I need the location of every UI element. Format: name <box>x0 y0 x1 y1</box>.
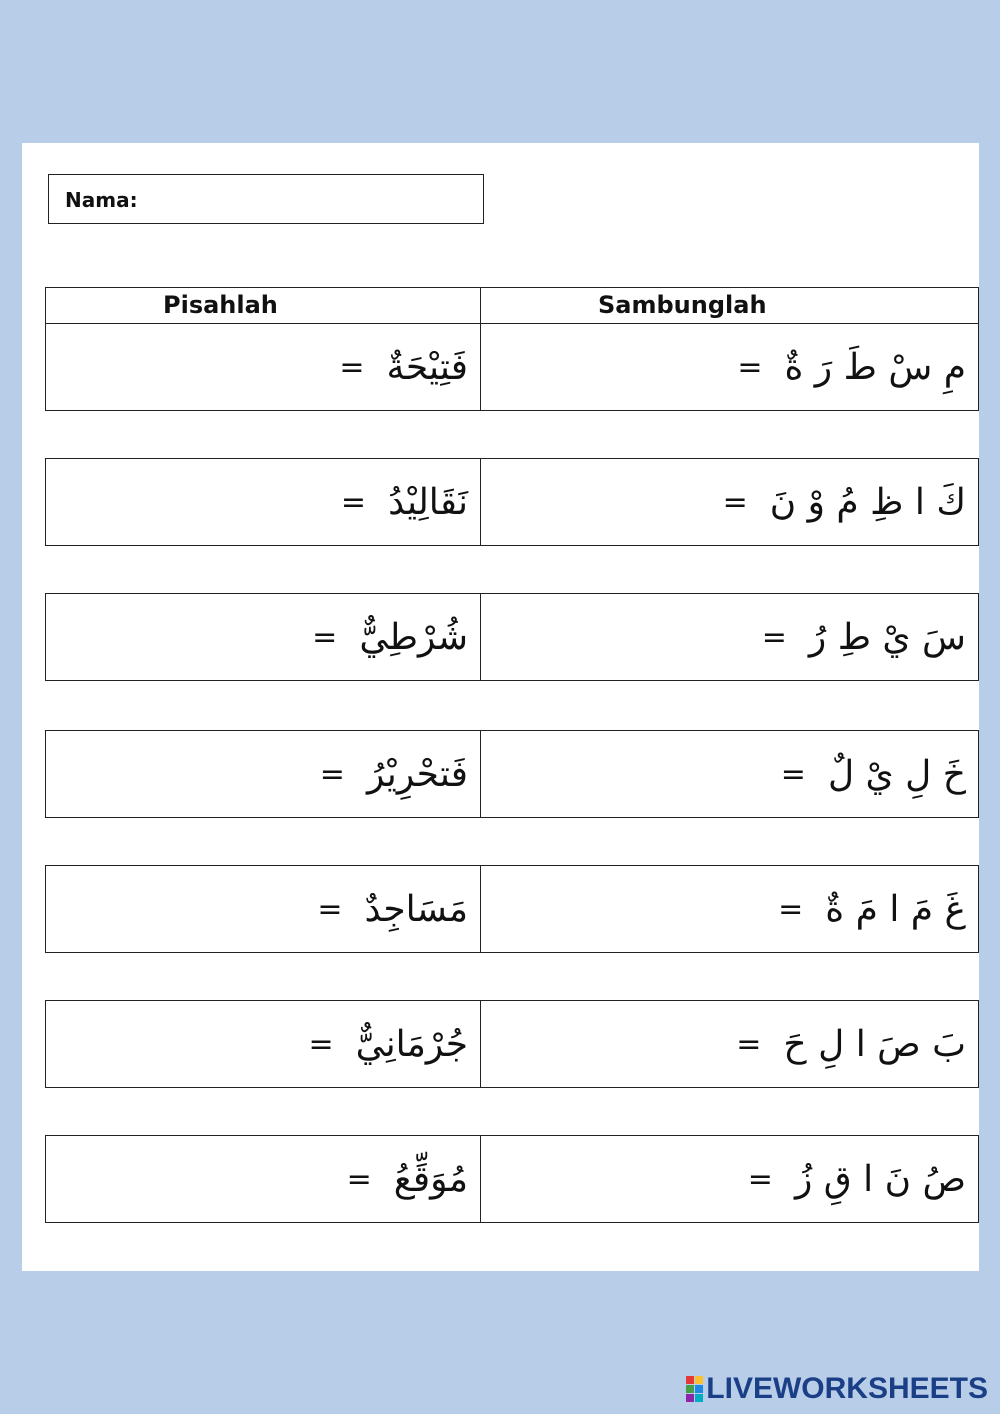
letters-to-join: كَ ا ظِ مُ وْ نَ <box>769 481 966 523</box>
worksheet-page <box>22 143 979 1271</box>
word-to-separate: شُرْطِيٌّ <box>359 616 468 658</box>
letters-to-join: خَ لِ يْ لٌ <box>827 753 966 795</box>
word-to-separate: فَتحْرِيْرُ <box>366 753 468 795</box>
header-pisahlah: Pisahlah <box>46 288 481 323</box>
letters-to-join: مِ سْ طَ رَ ةٌ <box>784 346 966 388</box>
answer-cell-join[interactable] <box>481 866 978 952</box>
table-row <box>45 730 979 818</box>
answer-cell-join[interactable] <box>481 459 978 545</box>
equals-sign: = <box>340 484 367 520</box>
answer-cell-separate[interactable] <box>46 594 481 680</box>
answer-cell-separate[interactable] <box>46 1001 481 1087</box>
table-row <box>45 865 979 953</box>
equals-sign: = <box>780 756 806 792</box>
answer-cell-join[interactable] <box>481 594 978 680</box>
equals-sign: = <box>747 1161 773 1197</box>
table-row <box>45 458 979 546</box>
answer-cell-join[interactable] <box>481 1136 978 1222</box>
table-row <box>45 323 979 411</box>
table-header <box>45 287 979 324</box>
equals-sign: = <box>722 484 748 520</box>
equals-sign: = <box>736 1026 762 1062</box>
table-row <box>45 593 979 681</box>
name-field[interactable] <box>48 174 484 224</box>
equals-sign: = <box>312 619 338 655</box>
answer-cell-join[interactable] <box>481 324 978 410</box>
letters-to-join: سَ يْ طِ رُ <box>808 616 966 658</box>
equals-sign: = <box>737 349 763 385</box>
equals-sign: = <box>308 1026 334 1062</box>
answer-cell-separate[interactable] <box>46 866 481 952</box>
equals-sign: = <box>319 756 345 792</box>
letters-to-join: صُ نَ ا قِ زُ <box>794 1158 966 1200</box>
answer-cell-separate[interactable] <box>46 459 481 545</box>
answer-cell-separate[interactable] <box>46 324 481 410</box>
liveworksheets-logo[interactable] <box>686 1372 988 1406</box>
table-row <box>45 1000 979 1088</box>
letters-to-join: غَ مَ ا مَ ةٌ <box>825 888 966 930</box>
equals-sign: = <box>346 1161 372 1197</box>
answer-cell-join[interactable] <box>481 731 978 817</box>
equals-sign: = <box>317 891 343 927</box>
word-to-separate: فَتِيْحَةٌ <box>386 346 468 388</box>
header-sambunglah: Sambunglah <box>598 291 767 319</box>
answer-cell-separate[interactable] <box>46 731 481 817</box>
answer-cell-join[interactable] <box>481 1001 978 1087</box>
word-to-separate: جُرْمَانِيٌّ <box>355 1023 468 1065</box>
table-row <box>45 1135 979 1223</box>
liveworksheets-logo-icon <box>686 1376 703 1402</box>
letters-to-join: بَ صَ ا لِ حَ <box>783 1023 966 1065</box>
name-label: Nama: <box>65 188 138 212</box>
equals-sign: = <box>761 619 787 655</box>
word-to-separate: نَقَالِيْدُ <box>388 481 468 523</box>
answer-cell-separate[interactable] <box>46 1136 481 1222</box>
logo-text: LIVEWORKSHEETS <box>706 1372 988 1405</box>
word-to-separate: مُوَقِّعُ <box>393 1158 468 1200</box>
equals-sign: = <box>778 891 804 927</box>
equals-sign: = <box>339 349 365 385</box>
word-to-separate: مَسَاجِدٌ <box>364 888 468 930</box>
